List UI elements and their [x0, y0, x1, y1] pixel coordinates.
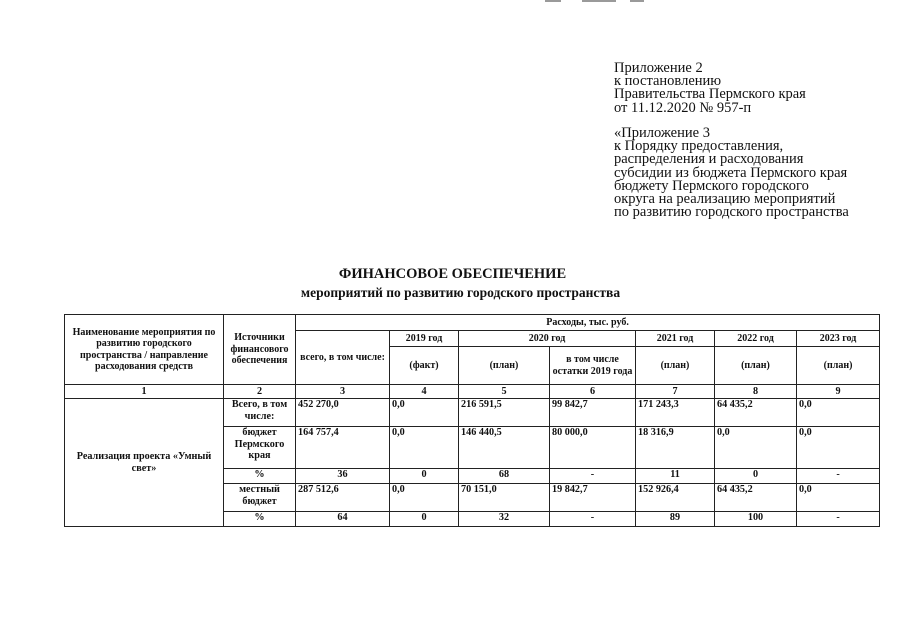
- appendix-3-line: по развитию городского пространства: [614, 204, 849, 221]
- column-number: 3: [296, 385, 390, 399]
- appendix-3-line: бюджету Пермского городского: [614, 177, 809, 194]
- value-cell: 216 591,5: [459, 399, 550, 427]
- source-cell: %: [224, 469, 296, 484]
- header-plan-2022: (план): [715, 347, 797, 385]
- value-cell: 80 000,0: [550, 427, 636, 469]
- header-plan-2020: (план): [459, 347, 550, 385]
- value-cell: 64: [296, 512, 390, 527]
- value-cell: 11: [636, 469, 715, 484]
- column-number: 7: [636, 385, 715, 399]
- appendix-3-line: к Порядку предоставления,: [614, 138, 784, 155]
- header-sources: Источники финансового обеспечения: [224, 315, 296, 385]
- appendix-3-block: [614, 127, 849, 219]
- value-cell: 32: [459, 512, 550, 527]
- header-plan-2021: (план): [636, 347, 715, 385]
- value-cell: 164 757,4: [296, 427, 390, 469]
- header-remainder: в том числе остатки 2019 года: [550, 347, 636, 385]
- value-cell: 89: [636, 512, 715, 527]
- header-2020: 2020 год: [459, 331, 636, 347]
- header-fact: (факт): [390, 347, 459, 385]
- source-cell: местный бюджет: [224, 484, 296, 512]
- header-expenses: Расходы, тыс. руб.: [296, 315, 880, 331]
- value-cell: 0,0: [715, 427, 797, 469]
- value-cell: 0: [390, 469, 459, 484]
- column-number: 1: [65, 385, 224, 399]
- appendix-3-line: субсидии из бюджета Пермского края: [614, 164, 848, 181]
- appendix-3-line: округа на реализацию мероприятий: [614, 191, 836, 208]
- column-number: 6: [550, 385, 636, 399]
- value-cell: 0,0: [797, 399, 880, 427]
- header-2023: 2023 год: [797, 331, 880, 347]
- value-cell: -: [550, 469, 636, 484]
- value-cell: 146 440,5: [459, 427, 550, 469]
- header-name: Наименование мероприятия по развитию городского пространства / направление расходования средств: [65, 315, 224, 385]
- appendix-2-line: Приложение 2: [614, 60, 703, 76]
- column-number: 9: [797, 385, 880, 399]
- value-cell: 0,0: [390, 427, 459, 469]
- scan-artifact: [630, 0, 644, 2]
- value-cell: 99 842,7: [550, 399, 636, 427]
- value-cell: 70 151,0: [459, 484, 550, 512]
- source-cell: %: [224, 512, 296, 527]
- value-cell: 452 270,0: [296, 399, 390, 427]
- column-number: 8: [715, 385, 797, 399]
- value-cell: 100: [715, 512, 797, 527]
- value-cell: 0,0: [797, 484, 880, 512]
- document-title: ФИНАНСОВОЕ ОБЕСПЕЧЕНИЕ: [338, 266, 567, 282]
- value-cell: 0: [715, 469, 797, 484]
- column-number: 2: [224, 385, 296, 399]
- value-cell: -: [797, 512, 880, 527]
- scan-artifact: [582, 0, 616, 2]
- source-cell: Всего, в том числе:: [224, 399, 296, 427]
- appendix-2-block: [614, 62, 806, 115]
- appendix-2-line: Правительства Пермского края: [614, 86, 806, 103]
- value-cell: 0,0: [390, 484, 459, 512]
- source-cell: бюджет Пермского края: [224, 427, 296, 469]
- financing-table: [64, 314, 880, 527]
- project-name: Реализация проекта «Умный свет»: [65, 399, 224, 527]
- value-cell: -: [550, 512, 636, 527]
- appendix-2-line: от 11.12.2020 № 957-п: [614, 99, 752, 116]
- value-cell: 18 316,9: [636, 427, 715, 469]
- header-plan-2023: (план): [797, 347, 880, 385]
- value-cell: 171 243,3: [636, 399, 715, 427]
- value-cell: 19 842,7: [550, 484, 636, 512]
- value-cell: 0: [390, 512, 459, 527]
- table-row: [65, 399, 880, 427]
- scan-artifact: [545, 0, 561, 2]
- value-cell: 0,0: [390, 399, 459, 427]
- header-total: всего, в том числе:: [296, 331, 390, 385]
- value-cell: 68: [459, 469, 550, 484]
- column-number: 5: [459, 385, 550, 399]
- value-cell: 152 926,4: [636, 484, 715, 512]
- appendix-3-line: распределения и расходования: [614, 151, 804, 168]
- header-2022: 2022 год: [715, 331, 797, 347]
- value-cell: 64 435,2: [715, 484, 797, 512]
- value-cell: -: [797, 469, 880, 484]
- appendix-2-line: к постановлению: [614, 73, 722, 90]
- value-cell: 0,0: [797, 427, 880, 469]
- header-2021: 2021 год: [636, 331, 715, 347]
- value-cell: 287 512,6: [296, 484, 390, 512]
- column-number: 4: [390, 385, 459, 399]
- appendix-3-line: «Приложение 3: [614, 125, 710, 141]
- document-subtitle: мероприятий по развитию городского пространства: [300, 285, 621, 300]
- header-2019: 2019 год: [390, 331, 459, 347]
- value-cell: 64 435,2: [715, 399, 797, 427]
- value-cell: 36: [296, 469, 390, 484]
